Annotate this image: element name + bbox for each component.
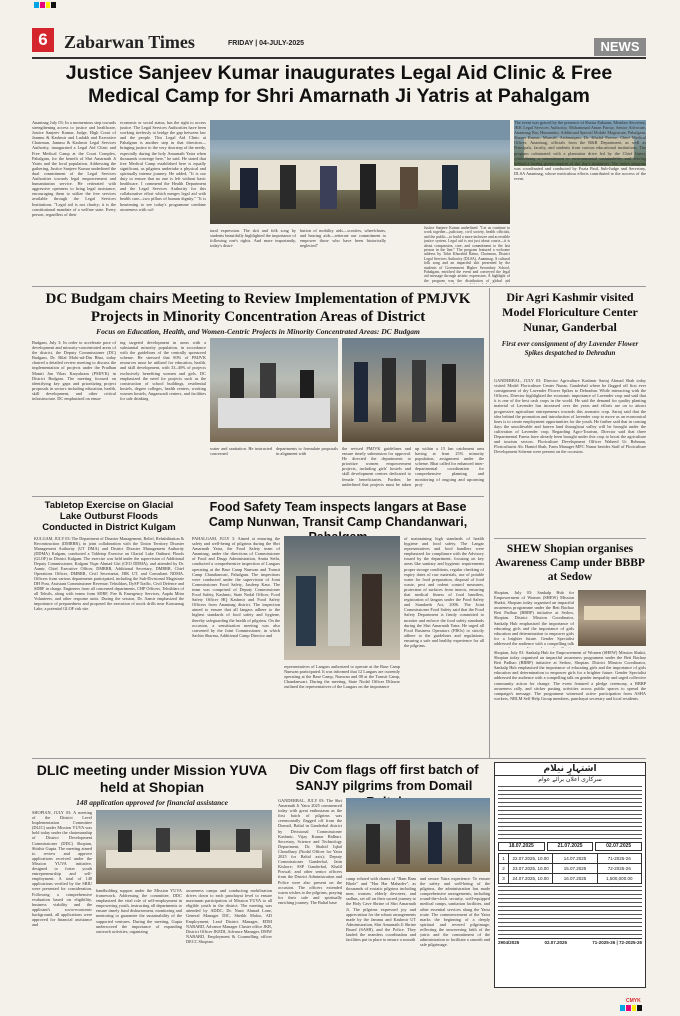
- flori-body: GANDERBAL, JULY 03: Director Agriculture Kashmir Sartaj Ahmad Shah today visited Model Floriculture Center Nunar, Ganderbal where he flagged off first ever consignment of dry Lavender Flower Spikes to Dehradun. While interacting with the Officers, Director highlighted the economic importance of Lavender crop and said that it is one of the best cash crops in the world. He said the demand for quality planting material of Lavender has increased over the years and efforts are on to attract progressive agriculture entrepreneurs towards this aromatic crop. Sartaj said that the idea behind the promotion and introduction of lavender crop to move as an economical lines is to create employment opportunities for the youth. He further said that in coming days the uncultivable and barren land throughout valley will be brought under the cultivation of Lavender crop. Regarding Agro-Tourism, Director said that three Departmental Farms have already been brought under this crop to boost the agriculture and tourism sectors. Floriculture Development Officer Waheed Ur Rehman, Floriculturist Ab. Hamid Shah, Farm Manager MFC Nunar besides Staff of Floriculture Development Scheme were present on the occasion.: [494, 378, 646, 455]
- flori-subhead: First ever consignment of dry Lavender Flower Spikes despatched to Dehradun: [501, 340, 639, 357]
- edition-date: FRIDAY | 04-JULY-2025: [228, 40, 305, 47]
- lead-col-5: Justice Sanjeev Kumar underlined. "Let us continue to work together—judiciary, civil society, health officials, and the public—to build a more inclusive and accessible justice system. Legal aid is not just about courts—it is about compassion, care, and commitment to the last person in the line." The program featured a welcome address by Tahir Khurshid Raina, Chairman, District Legal Services Authority (DLSA), Anantnag. A cultural folk song and an impactful skit presented by the students of Government Higher Secondary School, Pahalgam, enriched the event and conveyed the legal aid message through artistic expression. A highlight of the program was the distribution of global aid: [424, 226, 510, 283]
- dc-photo-officials: [342, 338, 484, 442]
- section-tag: NEWS: [594, 38, 646, 56]
- dlic-col-3: awareness camps and conducting mobilisation drives down to each panchayat level to ensure maximum participation of Mission YUVA to all eligible youth in the district. The meeting was attended by ADDC, Dr. Nasir Ahmad Lone, General Manager DIC, Sheikh Maloo, AD Employment, Lead District Manager, EDM NABARD, Advance Manager Cluster office JKB, District Officer JKEDI, Advance Manager, DMW NABARD, Employment & Counselling officer DECC Shopian.: [186, 888, 272, 944]
- urdu-advert: [494, 762, 646, 988]
- advert-text: [498, 786, 642, 840]
- masthead-rule: [32, 57, 646, 59]
- lead-photo-inauguration: [210, 120, 510, 224]
- newspaper-name: Zabarwan Times: [64, 32, 195, 52]
- divcom-col-2: camp echoed with chants of "Bam Bam Bhole" and "Har Har Mahadev", as thousands of ecstatic pilgrims including men, women, elderly devotees, and sadhus, set off on their sacred journey to the Holy Cave Shrine of Shri Amarnath Ji. The pilgrims expressed joy and appreciation for the robust arrangements made by the Jammu and Kashmir UT Administration, Shri Amarnath Ji Shrine Board (SASB), and the Police. They lauded the seamless coordination and facilities put in place to ensure a smooth: [346, 876, 416, 943]
- dc-subhead: Focus on Education, Health, and Women-Centric Projects in Minority Concentrated Areas: DC Budgam: [96, 327, 420, 336]
- shew-photo-camp: [578, 590, 646, 646]
- advert-table: [498, 853, 642, 884]
- dlic-col-1: SHOPIAN, JULY 03: A meeting of the District Level Implementation Committee (DLIC) under Mission YUVA was held today under the chairmanship of District Development Commissioner (DDC) Shopian, Shishir Gupta. The meeting aimed to review and approve applications received under the Mission YUVA initiative, designed to foster youth entrepreneurship and self-employment. A total of 148 applications verified by the SBIU were presented for consideration. Following a comprehensive evaluation based on eligibility, business viability and the applicant's socio-economic background, all applications were approved for financial assistance and: [32, 810, 92, 928]
- shew-body: Shopian, July 03: Sankalp Hub for Empowerment of Women (SHEW) Mission Shakti, Shopian today organised an impactful awareness programme under the Beti Bachao Beti Padhao (BBBP) initiative at Sedow, Shopian. District Mission Coordinator, Sankalp Hub emphasised the importance of educating girls and the importance of girls education and determination to empower girls for a brighter future. Gender Specialist addressed the audience with a compelling talk on gender inequality and urged collective community action for change. The event featured a pledge ceremony, a BBBP awareness rally, and sticker pasting activities across public spaces to spread the campaign's message. The programme witnessed active participation from ASHA workers, NRLM Self Help Group members, panchayat secretary and local residents.: [494, 650, 646, 701]
- advert-date-2: 21.07.2025: [547, 842, 594, 851]
- rule-4: [32, 758, 646, 759]
- page-number: 6: [32, 28, 54, 52]
- food-col-1: PAHALGAM, JULY 3: Aimed at ensuring the safety and well-being of pilgrims during the Shri Amarnath Yatra, the Food Safety team of Anantnag, under the directions of Commissioner of Food and Drugs Administration, Smita Sethi, conducted a comprehensive inspection of Langars operating at the Base Camp Nunwan and Transit Camp Chandanwari, Pahalgam. The inspections were conducted under the supervision of Joint Commissioner Food Safety, Jasdeep Kaur. The team was comprised of Deputy Commissioner Food Safety, Kashmir, State Nodal Officer, Food Safety Officer HQ Kashmir and Food Safety Officers from Anantnag district. The inspection aimed to ensure that all langars adhere to the highest standards of food safety and hygiene, thereby safeguarding the health of pilgrims. On the occasion, a sensitisation meeting was also convened by the Joint Commissioner, in which Sachin Sharma, Additional Camp Director and: [192, 536, 280, 638]
- shew-headline: SHEW Shopian organises Awareness Camp under BBBP at Sedow: [495, 543, 645, 583]
- rule-1: [32, 286, 646, 287]
- advert-footer-left: 2904/2025: [498, 940, 520, 945]
- advert-title: اشتہارِ نیلام: [495, 763, 645, 776]
- divcom-photo-flagoff: [346, 798, 490, 872]
- divcom-col-1: GANDERBAL, JULY 03: The Shri Amarnath Ji Yatra 2025 commenced today with great enthusiasm as the first batch of pilgrims was ceremonially flagged off from the Domail, Baltal in Ganderbal district by Divisional Commissioner Kashmir, Vijay Kumar Bidhuri. Secretary, Science and Technology Department, Dr. Shahid Iqbal Choudhary (Nodal Officer for Yatra 2025 for Baltal axis); Deputy Commissioner Ganderbal, Jatin Kishore; SSP Ganderbal, Khalil Poswal; and other senior officers from the District Administration and Police were also present on the occasion. The officers extended warm wishes to the pilgrims, praying for their safe and spiritually enriching journey. The Baltal base: [278, 798, 342, 905]
- advert-date-1: 18.07.2025: [498, 842, 545, 851]
- lead-col-4: bution of mobility aids—scooties, wheelchairs, and hearing aids—reiterate our commitment to empower those who have been historically neglected": [300, 228, 386, 249]
- lead-headline: Justice Sanjeev Kumar inaugurates Legal Aid Clinic & Free Medical Camp for Shri Amarnath Ji Yatris at Pahalgam: [65, 62, 613, 107]
- advert-subtitle: سرکاری اعلان برائے عوام: [538, 776, 602, 783]
- dc-col-5b: the revised PMJVK guidelines and ensure timely submission for approval. He directed the departments to prioritize women empowerment projects, including girls' hostels and skill development centres dedicated to female beneficiaries. Further, he underlined that projects must be taken up within a 15 km catchment area having at least 25% minority population, assignment under the scheme. Bhat called for enhanced inter-departmental coordination for comprehensive planning and monitoring of ongoing and upcoming proj-: [342, 446, 484, 487]
- food-col-2: representatives of Langars authorized to operate at the Base Camp Nunwan participated. It was informed that 12 Langars are currently operating at the Base Camp, Nunwan and 08 at the Transit Camp, Chandanwari. During the meeting, State Nodal Officer Dilawar outlined the representatives of the Langars on the importance: [284, 664, 400, 690]
- advert-row: 1 22.07.2025, 10.00 14.07.2025 71-2025-26: [499, 854, 641, 864]
- advert-text-2: [498, 886, 642, 936]
- advert-footer-right: 71-2025-26 | 72-2025-26: [592, 940, 642, 945]
- divcom-headline: Div Com flags off first batch of SANJY pilgrims from Domail: [289, 762, 479, 793]
- rule-2: [32, 496, 484, 497]
- food-col-3: of maintaining high standards of health hygiene and food safety. The Langar representatives and food handlers were emphasized for compliance with the Advisory issued by the department, focusing on key areas like sanitary and hygienic requirements proper storage conditions, regular checking of expiry dates of raw materials, use of potable water for food preparation, disposal of food waste, pest and rodent control measures, protection of surfaces from insects, ensuring that medical fitness of food handlers, registration of langars under the Food Safety and Standards Act, 2006. The Joint Commissioner Food Safety said that the Food Safety Department is firmly committed to monitor and enforce the food safety standards during the Shri Amarnath Yatra. He urged all Food Business Operators (FBOs) to strictly adhere to the guidelines and regulations, ensuring a safe and healthy experience for all the pilgrims.: [404, 536, 484, 648]
- lead-col-3: tural expression. The skit and folk song by students beautifully highlighted the importance of following one's rights. And more importantly, today's distri-: [210, 228, 296, 249]
- dc-headline: DC Budgam chairs Meeting to Review Implementation of PMJVK Projects in Minority Concentration Areas of District: [45, 291, 471, 325]
- dlic-subhead: 148 application approved for financial assistance: [76, 798, 228, 807]
- advert-date-3: 02.07.2025: [595, 842, 642, 851]
- dc-col-1: Budgam, July 3: In order to accelerate pace of development and minority-concentrated areas of the district, the Deputy Commissioner (DC) Budgam, Dr. Bilal Mohi-ud-Din Bhat, today chaired a detailed review meeting to discuss the implementation of projects under the Pradhan Mantri Jan Vikas Karyakram (PMJVK) in District Budgam. The meeting focused on identifying key gaps and prioritizing project proposals in sectors including education, health, skill development, and other critical infrastructure. DC emphasised on ensur-: [32, 340, 116, 402]
- shew-body-a: Shopian, July 03: Sankalp Hub for Empowerment of Women (SHEW) Mission Shakti, Shopian today organised an impactful awareness programme under the Beti Bachao Beti Padhao (BBBP) initiative at Sedow, Shopian. District Mission Coordinator, Sankalp Hub emphasised the importance of educating girls and the importance of girls education and determination to empower girls for a brighter future. Gender Specialist addressed the audience with a compelling talk: [494, 590, 574, 646]
- rule-vert: [489, 288, 490, 758]
- corner-label: CMYK: [626, 998, 641, 1004]
- advert-row: 2 23.07.2025, 10.00 15.07.2025 72-2025-26: [499, 864, 641, 874]
- dc-photo-meeting: [210, 338, 338, 442]
- dlic-photo-meeting: [96, 810, 272, 884]
- dc-col-4: departments to formulate proposals in alignment with: [276, 446, 338, 457]
- food-photo-inspection: [284, 536, 400, 660]
- glof-body: KULGAM, JULY 03: The Department of Disaster Management, Relief, Rehabilitation & Reconstruction (DMRRR), in joint collaboration with the Union Territory Disaster Management Authority (UT DMA) and District Disaster Management Authority (DDMA) Kulgam, conducted a Tabletop Exercise on Glacial Lake Outburst Floods (GLOF) in District Kulgam. The exercise was held under the supervision of Additional Deputy Commissioner, Kulgam Viqar Ahmad Giri (CEO DDMA), and attended by Dr. Aamir, Chief Executive Officer, DMRRR, Additional Secretary, DMRRR, Chief Operations Officer, DMRRR, Civil Secretariat, JBK UT, and Consultant NDMA. Officers from various departments participated, including the Sub-Divisional Magistrate DH Pora, Assistant Commissioner Revenue, Tehsildars, DySP Traffic, Civil Defence and SDRF in charge. Engineers from all concerned departments, CHP Officers, Tehsildars of all Tehsils, along with teams from SDRF, Fire & Emergency Services, Aapda Mitra Volunteers, and other response units. During the session, Dr. Aamir emphasized the importance of preparedness and proposed the execution of mock drills near Kousarnag Lake, a potential GLOF risk site.: [34, 536, 184, 611]
- cmyk-marker-bottom: [620, 1005, 642, 1011]
- cmyk-marker: [34, 2, 56, 8]
- flori-headline: Dir Agri Kashmir visited Model Floriculture Center Nunar, Ganderbal: [502, 290, 638, 334]
- food-headline: Food Safety Team inspects langars at Base Camp Nunwan, Transit Camp Chandanwari,: [208, 500, 468, 529]
- dlic-col-2: handholding support under the Mission YUVA framework. Addressing the committee, DDC emphasized the vital role of self-employment in empowering youth, instructing all departments to ensure timely fund disbursement, monitoring and mentoring to guarantee the sustainability of the supported ventures. During the meeting, Gupta underscored the importance of expanding outreach activities, organizing: [96, 888, 182, 934]
- dc-col-2: ing targeted development in areas with a substantial minority population, in accordance with the guidelines of the centrally sponsored scheme. He stressed that 80% of PMJVK resources must be utilized for education, health, and skill development, with 33–40% of projects exclusively benefiting women and girls. DC emphasized the need for projects such as the construction of school buildings, residential hostels, degree colleges, health centers, working women hostels, Anganwadi centers, and facilities for sale drinking: [120, 340, 206, 402]
- dlic-headline: DLIC meeting under Mission YUVA held at Shopian: [36, 762, 268, 795]
- advert-row: 3 24.07.2025, 10.00 16.07.2025 1,500,000.00: [499, 874, 641, 883]
- divcom-col-3: and secure Yatra experience. To ensure the safety and well-being of the pilgrims, the administration has made comprehensive arrangements, including round-the-clock security, well-equipped medical camps, sanitation facilities, and other essential services along the Yatra route. The commencement of the Yatra marks the beginning of a deeply spiritual and revered pilgrimage, reflecting the unwavering faith of the yatris and the commitment of the administration to facilitate a smooth and safe pilgrimage.: [420, 876, 490, 948]
- glof-headline: Tabletop Exercise on Glacial Lake Outburst Floods Conducted in District Kulgam: [42, 500, 176, 533]
- lead-col-1: Anantnag July 03: In a momentous step towards strengthening access to justice and healthcare, Justice Sanjeev Kumar, Judge, High Court of Jammu & Kashmir and Ladakh and Executive Chairman, Jammu & Kashmir Legal Services Authority, inaugurated a Legal Aid Clinic and Free Medical Camp at the Court Complex, Pahalgam, for the benefit of Shri Amarnath Ji Yatris and the local population. Addressing the gathering, Justice Sanjeev Kumar underlined the dual commitment of the Legal Services Authorities towards legal empowerment and humanitarian service. He reiterated with aggressive openness to bring legal assistance, encouraging them to utilize the free services available through the Legal Services Institutions. "Legal aid is not charity; it is the constitutional mandate of a welfare state. Every person, regardless of their: [32, 120, 116, 217]
- lead-col-6: The event was graced by the presence of Shaisa Eakaam, Member Secretary, JKK Legal Services Authority, Mohammad Aman Parray, Senior Advocate, Anantnag Bar, Humanitiu, Additional Special Mobile Magistrate, Pahalgam, Shaam Kumar, Munsiff, Aishmuqam, Dr. Khalid Parvez, Chief Medical Officer, Anantnag, officials from the R&B Department, as well as Principals, faculty, and students from various educational institutions. The program culminated with a plantation drive led by the Chief Guest, symbolizing a commitment to environmental sustainability and leaving behind a lasting green imprint of the day's initiatives. The entire program was coordinated and conducted by Fozia Paul, Sub-Judge and Secretary, DLSA Anantnag, whose meticulous efforts contributed to the success of the event.: [514, 120, 646, 182]
- rule-3: [494, 538, 646, 539]
- lead-col-2: economic or social status, has the right to access justice. The Legal Services Authorities have been working tirelessly to bridge the gap between law and the people. This Legal Aid Clinic at Pahalgam is another step in that direction—bringing justice to the very doorstep of the needy, especially during the holy Amarnath Yatra when thousands converge here," he said. He stated that free Medical Camp established here is equally significant, as pilgrims undertake a physical and spiritually intense journey. He added, "It is our duty to ensure that no one is left without basic healthcare. I commend the Health Department and the Legal Services Authority for this collaborative effort which merges legal aid with health care—two pillars of human dignity." "It is heartening to see today's programme combine awareness with cul-: [120, 120, 206, 212]
- dc-col-3: water and sanitation. He instructed concerned: [210, 446, 272, 457]
- advert-footer-mid: 02.07.2025: [544, 940, 567, 945]
